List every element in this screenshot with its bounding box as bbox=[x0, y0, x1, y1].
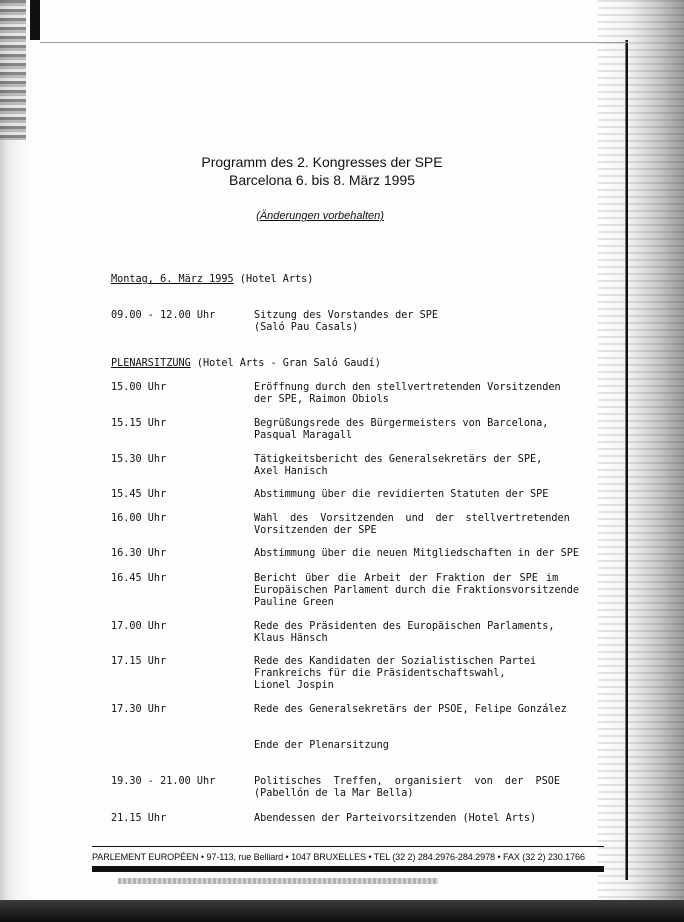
scan-smudge bbox=[118, 878, 438, 884]
monday-location: (Hotel Arts) bbox=[233, 274, 314, 285]
agenda-time: 15.45 Uhr bbox=[111, 489, 167, 500]
footer-rule bbox=[92, 846, 604, 847]
plenary-location: (Hotel Arts - Gran Saló Gaudí) bbox=[190, 358, 381, 369]
scan-noise-left bbox=[0, 0, 26, 140]
agenda-item-line-1: Rede des Präsidenten des Europäischen Parlaments, bbox=[254, 621, 555, 632]
agenda-time: 16.00 Uhr bbox=[111, 513, 167, 524]
agenda-item-line-1: Abstimmung über die revidierten Statuten der SPE bbox=[254, 489, 549, 500]
agenda-time: 17.15 Uhr bbox=[111, 656, 167, 667]
morning-item-line-1: Sitzung des Vorstandes der SPE bbox=[254, 310, 439, 321]
agenda-item-line-1: Rede des Generalsekretärs der PSOE, Felipe González bbox=[254, 704, 567, 715]
evening-time: 19.30 - 21.00 Uhr bbox=[111, 776, 216, 787]
top-rule bbox=[40, 42, 628, 43]
dinner-time: 21.15 Uhr bbox=[111, 813, 167, 824]
agenda-item-line-1: Wahl des Vorsitzenden und der stellvertretenden bbox=[254, 513, 570, 524]
agenda-time: 17.00 Uhr bbox=[111, 621, 167, 632]
section-heading-monday bbox=[111, 274, 313, 286]
subject-to-change-note: (Änderungen vorbehalten) bbox=[256, 210, 384, 222]
agenda-time: 15.30 Uhr bbox=[111, 454, 167, 465]
agenda-time: 16.45 Uhr bbox=[111, 573, 167, 584]
end-plenary-session: Ende der Plenarsitzung bbox=[254, 740, 389, 751]
dinner-item-line-1: Abendessen der Parteivorsitzenden (Hotel Arts) bbox=[254, 813, 537, 824]
footer-address: PARLEMENT EUROPÉEN • 97-113, rue Belliard • 1047 BRUXELLES • TEL (32 2) 284.2976-284.2978 • FAX (32 2) 230.1766 bbox=[92, 852, 585, 862]
agenda-item-line-1: Bericht über die Arbeit der Fraktion der SPE im bbox=[254, 573, 559, 584]
agenda-item-line-1: Abstimmung über die neuen Mitgliedschaften in der SPE bbox=[254, 548, 580, 559]
agenda-item-line-3: Pauline Green bbox=[254, 597, 334, 608]
agenda-item-line-2: der SPE, Raimon Obiols bbox=[254, 394, 389, 405]
agenda-item-line-2: Pasqual Maragall bbox=[254, 430, 353, 441]
binding-mark bbox=[30, 0, 40, 40]
scan-edge-bottom bbox=[0, 900, 684, 922]
title-line-2: Barcelona 6. bis 8. März 1995 bbox=[229, 172, 415, 188]
agenda-item-line-1: Tätigkeitsbericht des Generalsekretärs der SPE, bbox=[254, 454, 543, 465]
plenary-label: PLENARSITZUNG bbox=[111, 358, 191, 369]
agenda-item-line-1: Eröffnung durch den stellvertretenden Vorsitzenden bbox=[254, 382, 561, 393]
monday-date: Montag, 6. März 1995 bbox=[111, 274, 234, 285]
title-line-1: Programm des 2. Kongresses der SPE bbox=[201, 154, 443, 170]
scan-edge-right bbox=[598, 0, 684, 922]
morning-item-line-2: (Saló Pau Casals) bbox=[254, 322, 359, 333]
agenda-item-line-1: Rede des Kandidaten der Sozialistischen Partei bbox=[254, 656, 537, 667]
agenda-item-line-3: Lionel Jospin bbox=[254, 680, 334, 691]
agenda-item-line-2: Frankreichs für die Präsidentschaftswahl, bbox=[254, 668, 506, 679]
agenda-item-line-1: Begrüßungsrede des Bürgermeisters von Barcelona, bbox=[254, 418, 549, 429]
agenda-time: 17.30 Uhr bbox=[111, 704, 167, 715]
agenda-item-line-2: Europäischen Parlament durch die Fraktionsvorsitzende bbox=[254, 585, 580, 596]
section-heading-plenary bbox=[111, 358, 381, 370]
agenda-time: 15.15 Uhr bbox=[111, 418, 167, 429]
evening-item-line-2: (Pabellón de la Mar Bella) bbox=[254, 788, 414, 799]
agenda-item-line-2: Klaus Hänsch bbox=[254, 633, 328, 644]
scan-line-right bbox=[626, 40, 628, 880]
agenda-item-line-2: Axel Hanisch bbox=[254, 466, 328, 477]
agenda-time: 16.30 Uhr bbox=[111, 548, 167, 559]
evening-item-line-1: Politisches Treffen, organisiert von der PSOE bbox=[254, 776, 561, 787]
agenda-item-line-2: Vorsitzenden der SPE bbox=[254, 525, 377, 536]
footer-thick-rule bbox=[92, 866, 604, 872]
morning-time: 09.00 - 12.00 Uhr bbox=[111, 310, 216, 321]
agenda-time: 15.00 Uhr bbox=[111, 382, 167, 393]
